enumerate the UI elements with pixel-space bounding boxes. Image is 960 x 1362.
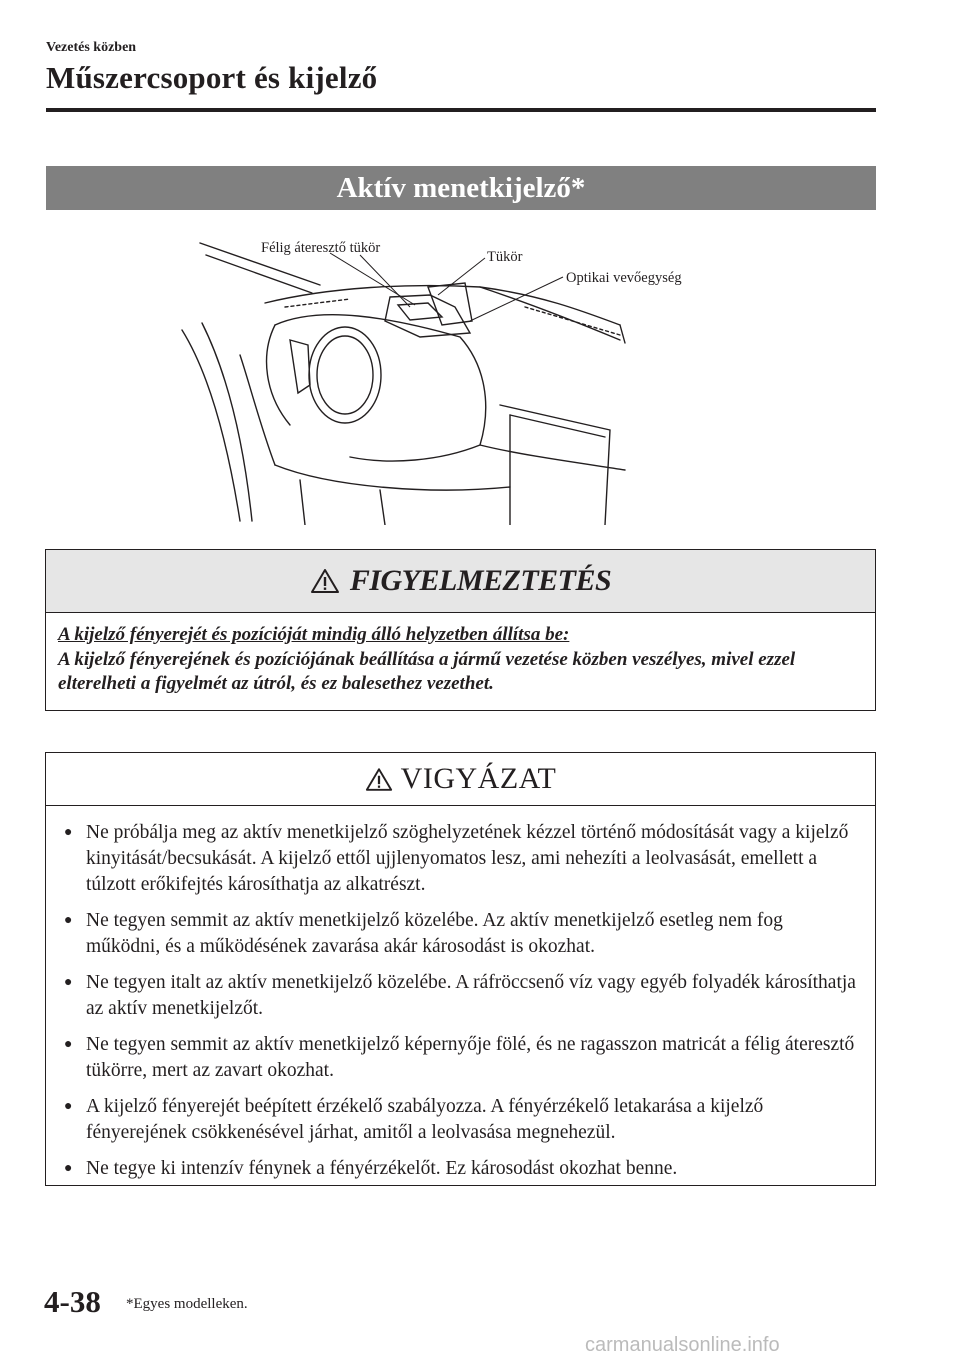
caution-header — [46, 753, 875, 806]
watermark: carmanualsonline.info — [585, 1334, 780, 1356]
list-item — [60, 820, 861, 898]
caution-triangle-icon — [365, 767, 393, 792]
warning-box — [45, 549, 876, 711]
callout-optical-sensor: Optikai vevőegység — [566, 270, 682, 286]
caution-item-text: Ne tegyen semmit az aktív menetkijelző képernyője fölé, és ne ragasszon matricát a félig áteresztő tükörre, mert az zavart okozhat. — [86, 1034, 855, 1081]
list-item — [60, 1156, 861, 1182]
page-number: 4-38 — [44, 1284, 101, 1319]
list-item — [60, 1032, 861, 1084]
list-item — [60, 970, 861, 1022]
breadcrumb: Vezetés közben — [46, 40, 137, 55]
bullet-icon: ● — [64, 913, 73, 928]
bullet-icon: ● — [64, 825, 73, 840]
warning-text: A kijelző fényerejének és pozíciójának beállítása a jármű vezetése közben veszélyes, mivel ezzel elterelheti a figyelmét az útról, és ez balesethez vezethet. — [58, 648, 796, 694]
bullet-icon: ● — [64, 1037, 73, 1052]
footnote: *Egyes modelleken. — [126, 1296, 248, 1312]
warning-lead: A kijelző fényerejét és pozícióját mindig álló helyzetben állítsa be: — [58, 624, 570, 645]
caution-item-text: Ne próbálja meg az aktív menetkijelző szöghelyzetének kézzel történő módosítását vagy a kijelző kinyitását/becsukását. A kijelző ettől ujjlenyomatos lesz, ami nehezíti a leolvasását, emellett a túlzott erőkifejtés károsíthatja az alkatrészt. — [86, 822, 849, 895]
dashboard-illustration — [180, 225, 740, 525]
caution-item-text: Ne tegye ki intenzív fénynek a fényérzékelőt. Ez károsodást okozhat benne. — [86, 1158, 678, 1179]
warning-title: FIGYELMEZTETÉS — [349, 564, 612, 597]
caution-list — [46, 806, 875, 1182]
caution-item-text: Ne tegyen semmit az aktív menetkijelző közelébe. Az aktív menetkijelző esetleg nem fog működni, és a működésének zavarása akár károsodást is okozhat. — [86, 910, 783, 957]
page-title: Műszercsoport és kijelző — [46, 60, 378, 95]
title-divider — [46, 108, 876, 112]
caution-item-text: A kijelző fényerejét beépített érzékelő szabályozza. A fényérzékelő letakarása a kijelző fényerejének csökkenésével járhat, amitől a leolvasása megnehezül. — [86, 1096, 764, 1143]
caution-item-text: Ne tegyen italt az aktív menetkijelző közelébe. A ráfröccsenő víz vagy egyéb folyadék károsíthatja az aktív menetkijelzőt. — [86, 972, 856, 1019]
section-title: Aktív menetkijelző* — [46, 166, 876, 210]
caution-title: VIGYÁZAT — [400, 762, 557, 795]
list-item — [60, 1094, 861, 1146]
callout-mirror: Tükör — [487, 249, 523, 265]
warning-header — [46, 550, 875, 613]
list-item — [60, 908, 861, 960]
warning-body — [46, 613, 875, 697]
warning-triangle-icon — [310, 568, 340, 594]
caution-box — [45, 752, 876, 1186]
bullet-icon: ● — [64, 1161, 73, 1176]
bullet-icon: ● — [64, 975, 73, 990]
callout-half-mirror: Félig áteresztő tükör — [261, 240, 381, 256]
bullet-icon: ● — [64, 1099, 73, 1114]
